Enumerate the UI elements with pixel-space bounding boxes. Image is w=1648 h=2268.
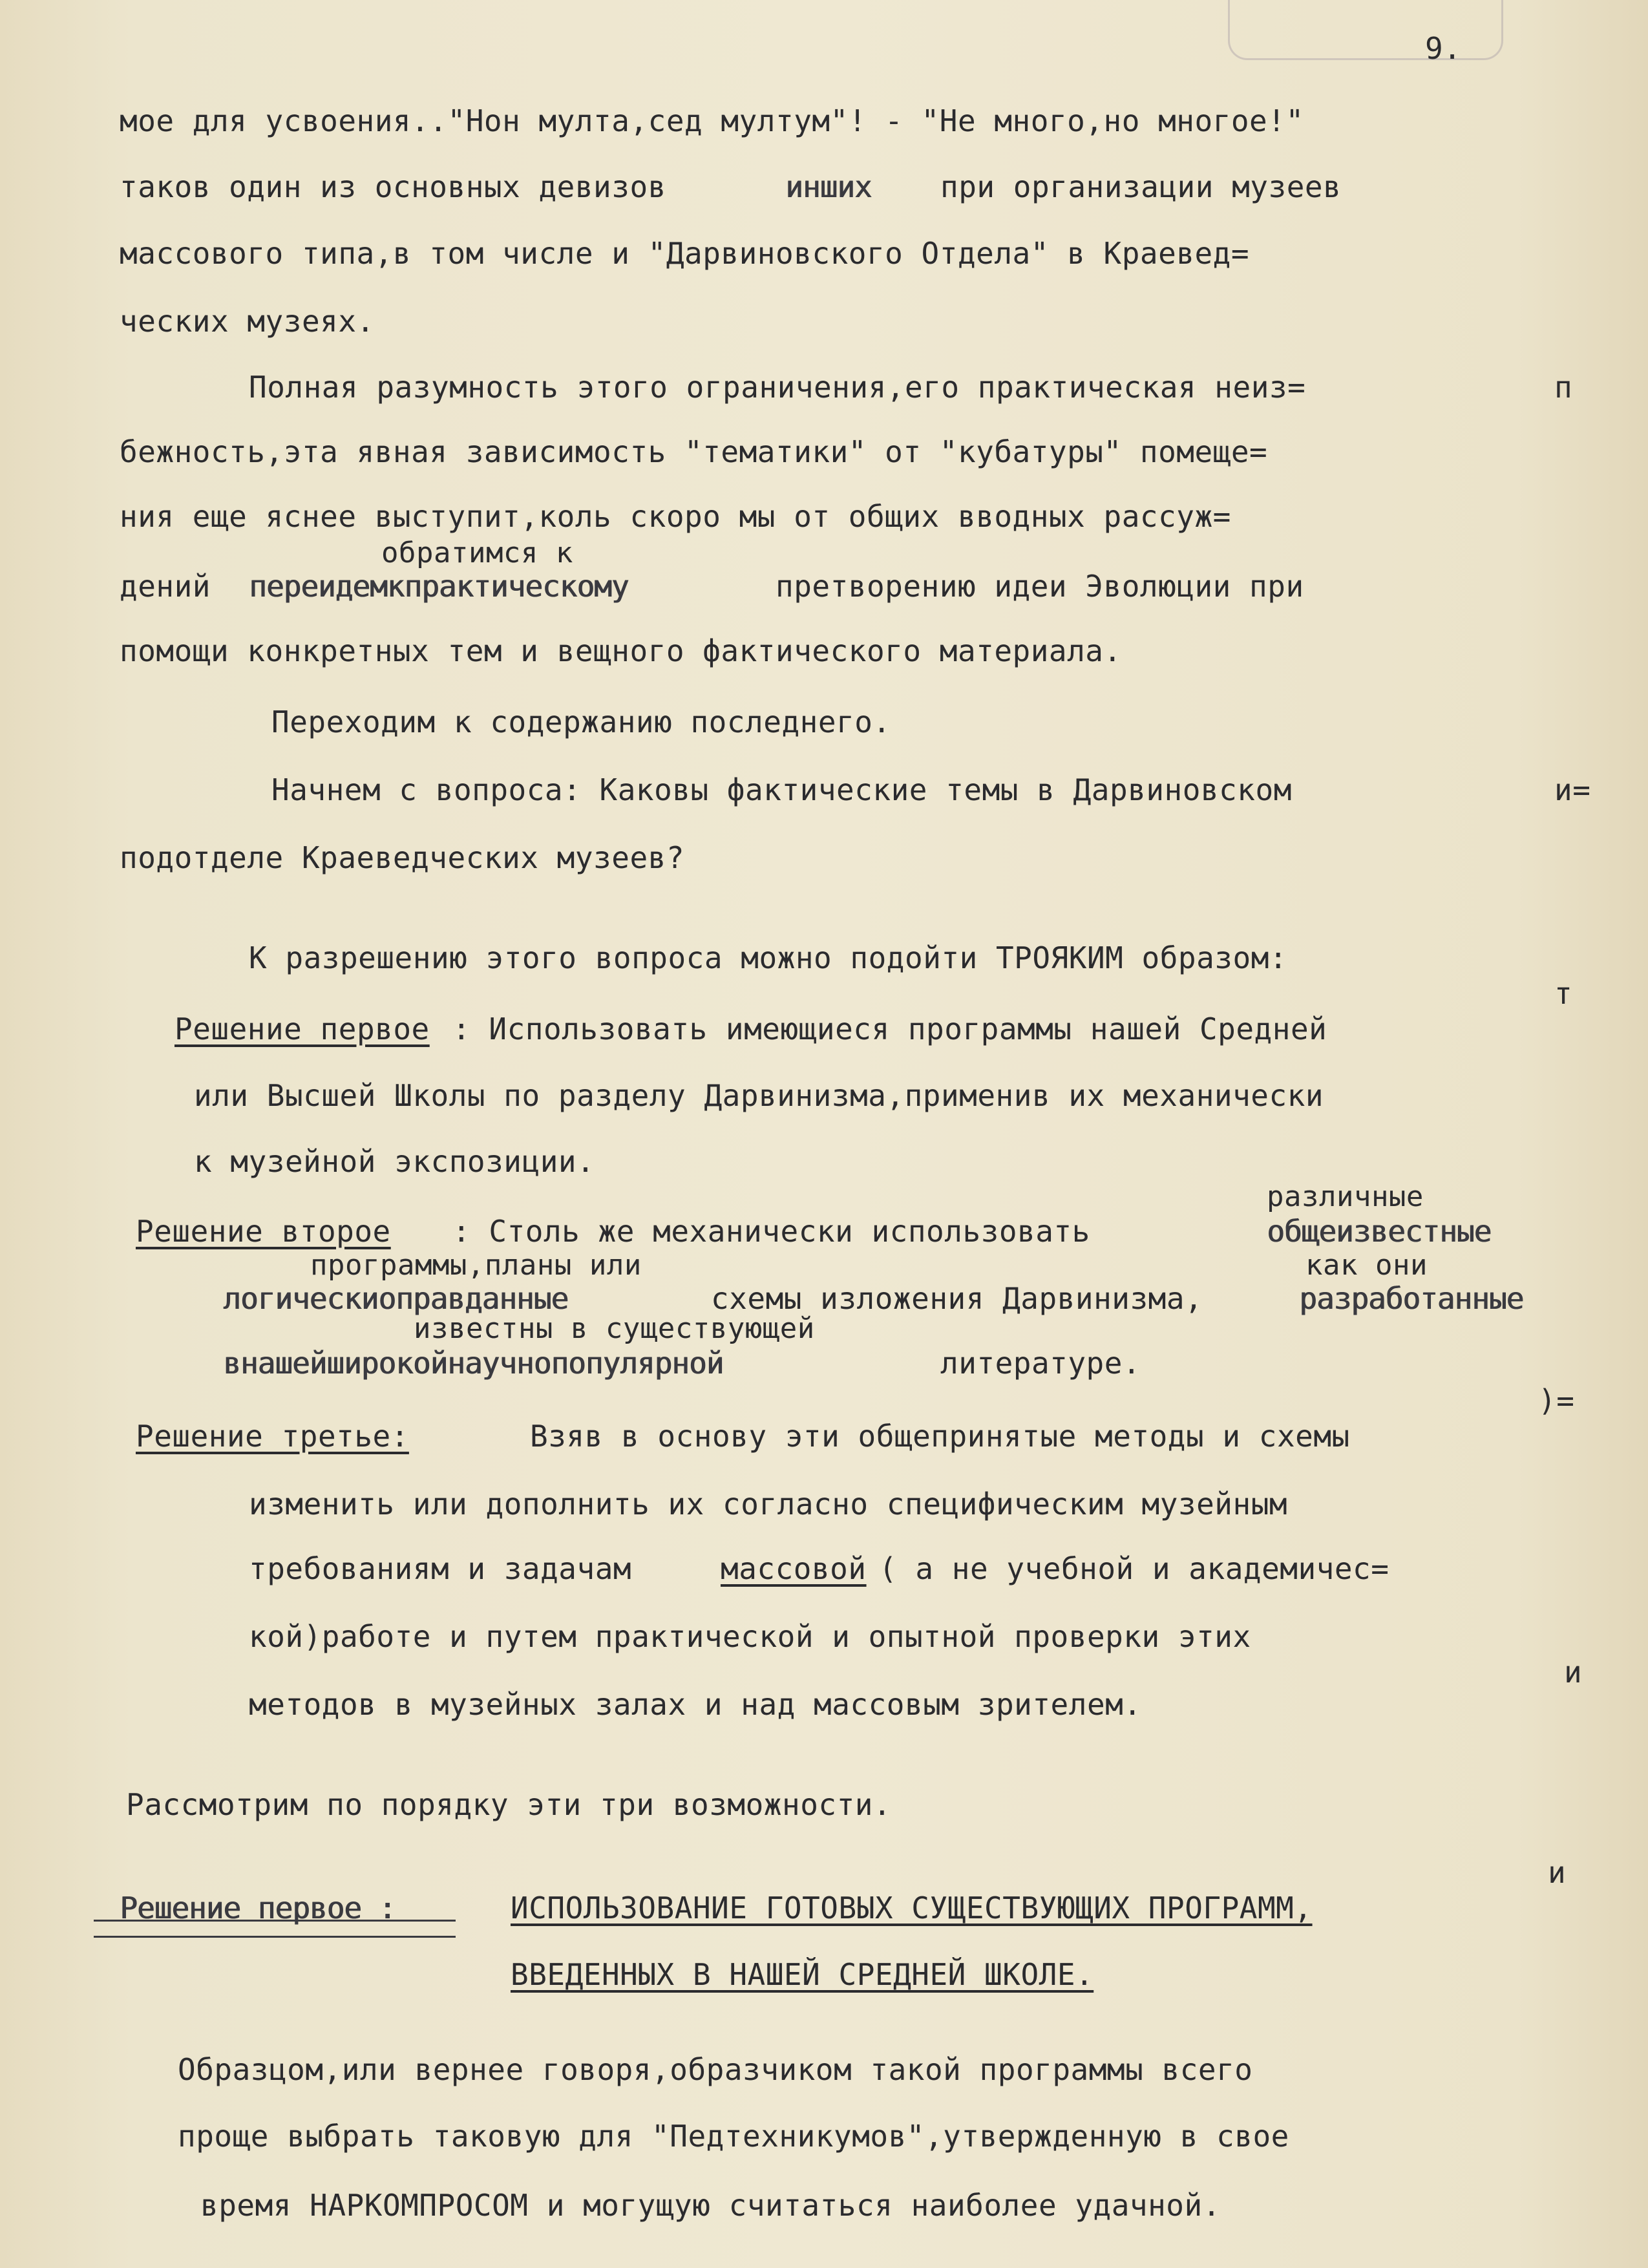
margin-mark: т (1554, 976, 1573, 1011)
text-line: ческих музеях. (120, 304, 375, 339)
handwritten-insertion: известны в существующей (414, 1312, 815, 1345)
text-line: Начнем с вопроса: Каковы фактические темы в Дарвиновском (271, 772, 1292, 807)
struck-text: внашейширокойнаучнопопулярной (223, 1346, 724, 1381)
text-line: : Столь же механически использовать (452, 1214, 1090, 1249)
struck-text: переидемкпрактическому (249, 569, 629, 604)
text-line: К разрешению этого вопроса можно подойти ТРОЯКИМ образом: (249, 940, 1288, 975)
handwritten-insertion: программы,планы или (310, 1249, 642, 1282)
section-label: Решение третье: (136, 1419, 409, 1454)
text-line: : Использовать имеющиеся программы нашей Средней (452, 1012, 1327, 1046)
text-line: помощи конкретных тем и вещного фактического материала. (120, 633, 1122, 668)
margin-mark: и (1548, 1855, 1567, 1890)
handwritten-insertion: обратимся к (381, 536, 573, 569)
text-line: время НАРКОМПРОСОМ и могущую считаться наиболее удачной. (200, 2188, 1221, 2223)
text-line: Образцом,или вернее говоря,образчиком такой программы всего (178, 2052, 1253, 2087)
handwritten-insertion: как они (1305, 1249, 1428, 1282)
text-line: бежность,эта явная зависимость "тематики" от "кубатуры" помеще= (120, 434, 1268, 469)
text-line: изменить или дополнить их согласно специфическим музейным (249, 1487, 1288, 1521)
text-line: претворению идеи Эволюции при (776, 569, 1304, 604)
text-line: требованиям и задачам (249, 1551, 632, 1586)
faded-stamp (1228, 0, 1503, 60)
text-line: мое для усвоения.."Нон мулта,сед мултум"! - "Не много,но многое!" (120, 103, 1304, 138)
text-line: Полная разумность этого ограничения,его практическая неиз= (249, 370, 1306, 405)
text-line: к музейной экспозиции. (194, 1144, 595, 1179)
struck-text: логическиоправданные (223, 1281, 568, 1316)
show-through-text (97, 97, 1551, 2165)
margin-mark: и (1564, 1655, 1583, 1690)
section-heading: ИСПОЛЬЗОВАНИЕ ГОТОВЫХ СУЩЕСТВУЮЩИХ ПРОГРАММ, (511, 1891, 1313, 1925)
double-underline (94, 1920, 456, 1938)
struck-text: общеизвестные (1267, 1214, 1492, 1249)
text-line: ния еще яснее выступит,коль скоро мы от общих вводных рассуж= (120, 499, 1231, 534)
text-line: ( а не учебной и академичес= (879, 1551, 1389, 1586)
text-line: методов в музейных залах и над массовым зрителем. (249, 1687, 1142, 1722)
text-line: литературе. (940, 1346, 1141, 1381)
struck-text: разработанные (1299, 1281, 1524, 1316)
text-line: проще выбрать таковую для "Педтехникумов",утвержденную в свое (178, 2119, 1289, 2154)
section-heading: ВВЕДЕННЫХ В НАШЕЙ СРЕДНЕЙ ШКОЛЕ. (511, 1957, 1094, 1992)
section-label: Решение второе (136, 1214, 391, 1249)
text-line: массового типа,в том числе и "Дарвиновского Отдела" в Краевед= (120, 236, 1250, 271)
text-line: Рассмотрим по порядку эти три возможности. (126, 1787, 892, 1822)
text-line: подотделе Краеведческих музеев? (120, 840, 685, 875)
margin-mark: и= (1554, 772, 1591, 807)
text-line: Взяв в основу эти общепринятые методы и схемы (530, 1419, 1350, 1454)
text-line: дений (120, 569, 211, 604)
page-number: 9. (1425, 31, 1462, 66)
text-line: или Высшей Школы по разделу Дарвинизма,применив их механически (194, 1078, 1324, 1113)
struck-text: инших (785, 169, 872, 204)
text-line: при организации музеев (940, 169, 1342, 204)
margin-mark: п (1554, 370, 1573, 405)
emphasized-word: массовой (721, 1551, 867, 1586)
text-line: схемы изложения Дарвинизма, (711, 1281, 1203, 1316)
section-label: Решение первое (174, 1012, 430, 1046)
margin-mark: )= (1538, 1383, 1575, 1418)
handwritten-insertion: различные (1267, 1180, 1424, 1213)
text-line: таков один из основных девизов (120, 169, 666, 204)
section-heading-label: Решение первое : (120, 1891, 396, 1925)
text-line: кой)работе и путем практической и опытной проверки этих (249, 1619, 1251, 1654)
text-line: Переходим к содержанию последнего. (271, 705, 891, 739)
